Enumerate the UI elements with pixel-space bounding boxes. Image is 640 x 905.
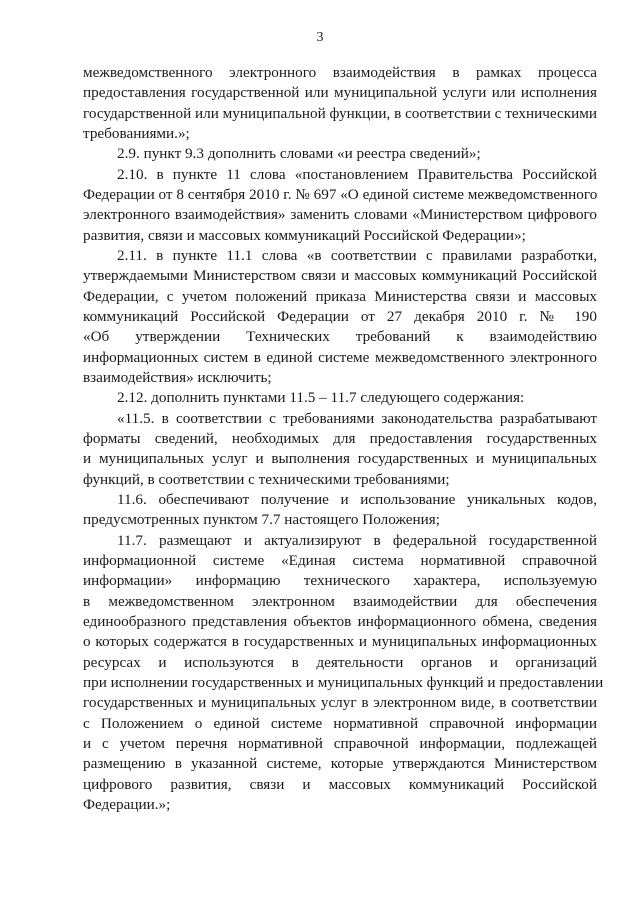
text-line: и с учетом перечня нормативной справочной информации, подлежащей xyxy=(83,734,597,752)
text-line: размещению в указанной системе, которые утверждаются Министерством xyxy=(83,755,597,773)
text-line: государственных и муниципальных услуг в электронном виде, в соответствии xyxy=(83,694,597,712)
text-line: в межведомственном электронном взаимодействии для обеспечения xyxy=(83,592,597,610)
text-line: требованиями.»; xyxy=(83,124,190,142)
text-line: информации» информацию технического характера, используемую xyxy=(83,572,597,590)
text-line: утверждаемыми Министерством связи и массовых коммуникаций Российской xyxy=(83,267,597,285)
text-line: информационных систем в единой системе межведомственного электронного xyxy=(83,348,597,366)
text-line: 11.6. обеспечивают получение и использование уникальных кодов, xyxy=(117,490,597,508)
text-line: и муниципальных услуг и выполнения государственных и муниципальных xyxy=(83,450,597,468)
text-line: единообразного представления объектов информационного обмена, сведения xyxy=(83,612,597,630)
text-line: 2.10. в пункте 11 слова «постановлением Правительства Российской xyxy=(117,165,597,183)
text-line: Федерации, с учетом положений приказа Министерства связи и массовых xyxy=(83,287,597,305)
text-line: при исполнении государственных и муниципальных функций и предоставлении xyxy=(83,673,604,691)
text-line: государственной или муниципальной функции, в соответствии с техническими xyxy=(83,104,597,122)
text-line: взаимодействия» исключить; xyxy=(83,368,272,386)
text-line: Федерации от 8 сентября 2010 г. № 697 «О единой системе межведомственного xyxy=(83,185,598,203)
text-line: межведомственного электронного взаимодействия в рамках процесса xyxy=(83,64,597,81)
text-line: цифрового развития, связи и массовых коммуникаций Российской xyxy=(83,775,597,793)
text-line: с Положением о единой системе нормативной справочной информации xyxy=(83,714,597,732)
text-line: 2.12. дополнить пунктами 11.5 – 11.7 следующего содержания: xyxy=(117,389,525,407)
text-line: 11.7. размещают и актуализируют в федеральной государственной xyxy=(117,531,597,549)
text-line: о которых содержатся в государственных и муниципальных информационных xyxy=(83,633,597,651)
text-line: форматы сведений, необходимых для предоставления государственных xyxy=(83,429,597,447)
text-line: ресурсах и используются в деятельности органов и организаций xyxy=(83,653,597,671)
text-line: коммуникаций Российской Федерации от 27 декабря 2010 г. № 190 xyxy=(83,307,597,325)
text-line: 2.9. пункт 9.3 дополнить словами «и реестра сведений»; xyxy=(117,145,481,163)
text-line: предоставления государственной или муниципальной услуги или исполнения xyxy=(83,84,597,102)
text-line: «Об утверждении Технических требований к взаимодействию xyxy=(83,328,597,346)
text-line: предусмотренных пунктом 7.7 настоящего Положения; xyxy=(83,511,440,529)
text-line: «11.5. в соответствии с требованиями законодательства разрабатывают xyxy=(117,409,597,427)
text-line: электронного взаимодействия» заменить словами «Министерством цифрового xyxy=(83,206,597,224)
text-line: Федерации.»; xyxy=(83,795,171,813)
text-line: информационной системе «Единая система нормативной справочной xyxy=(83,551,597,569)
text-line: развития, связи и массовых коммуникаций Российской Федерации»; xyxy=(83,226,526,244)
text-line: функций, в соответствии с техническими требованиями; xyxy=(83,470,450,488)
text-line: 2.11. в пункте 11.1 слова «в соответствии с правилами разработки, xyxy=(117,246,597,264)
page-number: 3 xyxy=(316,30,324,45)
